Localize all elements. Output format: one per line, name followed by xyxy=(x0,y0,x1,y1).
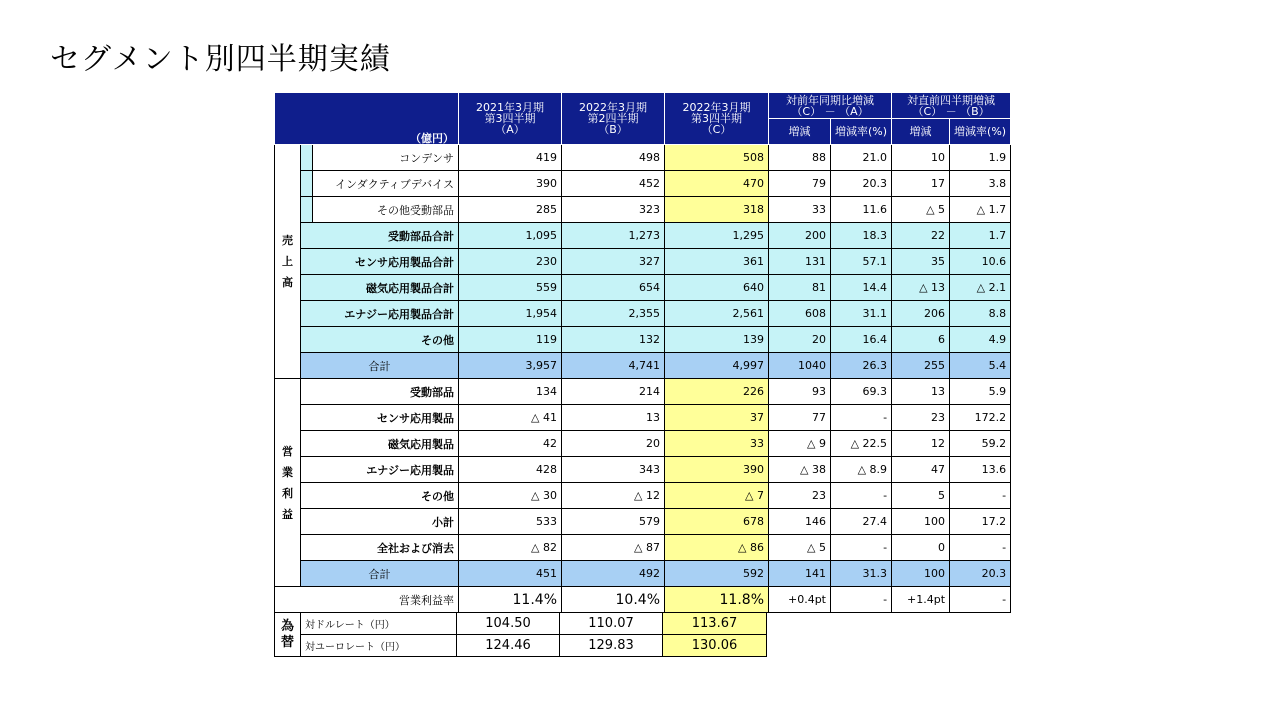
value-r1: 31.1 xyxy=(831,301,892,327)
value-a: 230 xyxy=(459,249,562,275)
op-row xyxy=(275,431,1011,457)
sales-subtotal-row xyxy=(275,249,1011,275)
sales-subtotal-row xyxy=(275,275,1011,301)
value-b: △ 12 xyxy=(562,483,665,509)
value-c: △ 7 xyxy=(665,483,769,509)
value-b: 2,355 xyxy=(562,301,665,327)
value-b: 343 xyxy=(562,457,665,483)
op-row xyxy=(275,483,1011,509)
qoq-rate-header: 増減率(%) xyxy=(950,119,1011,145)
value-d2: 100 xyxy=(892,509,950,535)
value-b: 323 xyxy=(562,197,665,223)
value-c: 318 xyxy=(665,197,769,223)
value-r2: 172.2 xyxy=(950,405,1011,431)
value-r2: 13.6 xyxy=(950,457,1011,483)
yoy-header: 対前年同期比増減 （C） － （A） xyxy=(769,93,892,119)
value-b: 498 xyxy=(562,145,665,171)
row-label: 合計 xyxy=(301,561,459,587)
value-r1: 20.3 xyxy=(831,171,892,197)
sales-subtotal-row xyxy=(275,223,1011,249)
value-r1: - xyxy=(831,587,892,613)
fx-value-a: 104.50 xyxy=(457,613,560,635)
fx-section-label: 為替 xyxy=(275,613,301,657)
value-d1: △ 5 xyxy=(769,535,831,561)
row-label: 受動部品 xyxy=(301,379,459,405)
value-a: △ 30 xyxy=(459,483,562,509)
column-header-b: 2022年3月期 第2四半期 （B） xyxy=(562,93,665,145)
value-b: 1,273 xyxy=(562,223,665,249)
value-d1: 81 xyxy=(769,275,831,301)
value-c: 2,561 xyxy=(665,301,769,327)
value-a: 390 xyxy=(459,171,562,197)
qoq-diff-header: 増減 xyxy=(892,119,950,145)
row-label: コンデンサ xyxy=(313,145,459,171)
value-d2: 5 xyxy=(892,483,950,509)
indent-cell xyxy=(301,145,313,171)
value-a: △ 41 xyxy=(459,405,562,431)
row-label: センサ応用製品 xyxy=(301,405,459,431)
op-row xyxy=(275,509,1011,535)
value-a: 419 xyxy=(459,145,562,171)
value-d1: 77 xyxy=(769,405,831,431)
value-d1: 33 xyxy=(769,197,831,223)
fx-value-b: 129.83 xyxy=(560,635,663,657)
value-a: 134 xyxy=(459,379,562,405)
value-r1: 18.3 xyxy=(831,223,892,249)
value-r2: 5.9 xyxy=(950,379,1011,405)
value-r1: 69.3 xyxy=(831,379,892,405)
fx-row-label: 対ユーロレート（円） xyxy=(301,635,457,657)
value-b: 452 xyxy=(562,171,665,197)
header-row-1 xyxy=(275,93,1011,119)
value-d1: 79 xyxy=(769,171,831,197)
value-b: 579 xyxy=(562,509,665,535)
value-b: 214 xyxy=(562,379,665,405)
value-r2: 8.8 xyxy=(950,301,1011,327)
value-d2: 100 xyxy=(892,561,950,587)
row-label: 受動部品合計 xyxy=(301,223,459,249)
op-row xyxy=(275,379,1011,405)
value-c: 361 xyxy=(665,249,769,275)
value-r2: 3.8 xyxy=(950,171,1011,197)
row-label: センサ応用製品合計 xyxy=(301,249,459,275)
qoq-header: 対直前四半期増減 （C） － （B） xyxy=(892,93,1011,119)
value-c: 640 xyxy=(665,275,769,301)
value-r1: 26.3 xyxy=(831,353,892,379)
value-c: △ 86 xyxy=(665,535,769,561)
value-d2: 47 xyxy=(892,457,950,483)
value-d1: 88 xyxy=(769,145,831,171)
row-label: 営業利益率 xyxy=(275,587,459,613)
value-b: 10.4% xyxy=(562,587,665,613)
value-d2: 13 xyxy=(892,379,950,405)
value-b: 20 xyxy=(562,431,665,457)
value-d2: 22 xyxy=(892,223,950,249)
op-row xyxy=(275,405,1011,431)
value-a: 42 xyxy=(459,431,562,457)
value-r2: - xyxy=(950,535,1011,561)
value-c: 4,997 xyxy=(665,353,769,379)
value-r2: 1.9 xyxy=(950,145,1011,171)
value-r1: - xyxy=(831,535,892,561)
value-r1: △ 8.9 xyxy=(831,457,892,483)
value-r2: - xyxy=(950,587,1011,613)
row-label: その他 xyxy=(301,327,459,353)
value-c: 1,295 xyxy=(665,223,769,249)
value-r2: △ 1.7 xyxy=(950,197,1011,223)
value-d2: 17 xyxy=(892,171,950,197)
value-c: 226 xyxy=(665,379,769,405)
margin-row xyxy=(275,587,1011,613)
value-d2: +1.4pt xyxy=(892,587,950,613)
op-row xyxy=(275,457,1011,483)
value-b: 327 xyxy=(562,249,665,275)
value-r1: - xyxy=(831,405,892,431)
value-d2: △ 5 xyxy=(892,197,950,223)
sales-section-label: 売上高 xyxy=(275,145,301,379)
sales-subtotal-row xyxy=(275,301,1011,327)
column-header-c: 2022年3月期 第3四半期 （C） xyxy=(665,93,769,145)
value-a: 533 xyxy=(459,509,562,535)
value-c: 139 xyxy=(665,327,769,353)
value-d1: 23 xyxy=(769,483,831,509)
value-c: 390 xyxy=(665,457,769,483)
value-d1: +0.4pt xyxy=(769,587,831,613)
op-total-row xyxy=(275,561,1011,587)
indent-cell xyxy=(301,171,313,197)
value-r1: 31.3 xyxy=(831,561,892,587)
value-c: 33 xyxy=(665,431,769,457)
row-label: 磁気応用製品合計 xyxy=(301,275,459,301)
value-a: 451 xyxy=(459,561,562,587)
value-b: 13 xyxy=(562,405,665,431)
sales-row xyxy=(275,145,1011,171)
value-d2: 206 xyxy=(892,301,950,327)
value-a: 559 xyxy=(459,275,562,301)
value-r2: 1.7 xyxy=(950,223,1011,249)
value-a: 428 xyxy=(459,457,562,483)
value-a: 1,095 xyxy=(459,223,562,249)
row-label: その他受動部品 xyxy=(313,197,459,223)
value-d1: 93 xyxy=(769,379,831,405)
value-c: 37 xyxy=(665,405,769,431)
sales-row xyxy=(275,171,1011,197)
value-b: 654 xyxy=(562,275,665,301)
fx-value-c: 130.06 xyxy=(663,635,767,657)
value-r1: 11.6 xyxy=(831,197,892,223)
value-r2: △ 2.1 xyxy=(950,275,1011,301)
value-r1: - xyxy=(831,483,892,509)
value-a: 1,954 xyxy=(459,301,562,327)
row-label: その他 xyxy=(301,483,459,509)
row-label: 磁気応用製品 xyxy=(301,431,459,457)
value-b: 132 xyxy=(562,327,665,353)
row-label: 合計 xyxy=(301,353,459,379)
value-d1: 131 xyxy=(769,249,831,275)
sales-row xyxy=(275,197,1011,223)
value-a: △ 82 xyxy=(459,535,562,561)
value-c: 470 xyxy=(665,171,769,197)
value-d1: 608 xyxy=(769,301,831,327)
value-r1: 16.4 xyxy=(831,327,892,353)
row-label: エナジー応用製品合計 xyxy=(301,301,459,327)
column-header-a: 2021年3月期 第3四半期 （A） xyxy=(459,93,562,145)
value-r2: - xyxy=(950,483,1011,509)
value-c: 592 xyxy=(665,561,769,587)
value-d1: △ 38 xyxy=(769,457,831,483)
value-d2: 255 xyxy=(892,353,950,379)
exchange-rate-table xyxy=(274,612,767,657)
value-d1: 146 xyxy=(769,509,831,535)
op-row xyxy=(275,535,1011,561)
row-label: インダクティブデバイス xyxy=(313,171,459,197)
value-c: 678 xyxy=(665,509,769,535)
value-d1: 141 xyxy=(769,561,831,587)
value-c: 508 xyxy=(665,145,769,171)
row-label: 小計 xyxy=(301,509,459,535)
fx-row xyxy=(275,635,767,657)
value-d1: 1040 xyxy=(769,353,831,379)
value-d2: 23 xyxy=(892,405,950,431)
value-a: 11.4% xyxy=(459,587,562,613)
value-d1: △ 9 xyxy=(769,431,831,457)
value-b: 4,741 xyxy=(562,353,665,379)
value-d2: 12 xyxy=(892,431,950,457)
value-b: △ 87 xyxy=(562,535,665,561)
value-d2: 6 xyxy=(892,327,950,353)
value-r2: 59.2 xyxy=(950,431,1011,457)
row-label: 全社および消去 xyxy=(301,535,459,561)
value-c: 11.8% xyxy=(665,587,769,613)
value-d2: △ 13 xyxy=(892,275,950,301)
value-r1: 14.4 xyxy=(831,275,892,301)
page-title: セグメント別四半期実績 xyxy=(50,42,391,77)
value-d1: 20 xyxy=(769,327,831,353)
fx-row xyxy=(275,613,767,635)
value-a: 3,957 xyxy=(459,353,562,379)
fx-row-label: 対ドルレート（円） xyxy=(301,613,457,635)
value-r2: 20.3 xyxy=(950,561,1011,587)
value-r1: △ 22.5 xyxy=(831,431,892,457)
value-d2: 10 xyxy=(892,145,950,171)
value-b: 492 xyxy=(562,561,665,587)
fx-value-a: 124.46 xyxy=(457,635,560,657)
value-r2: 4.9 xyxy=(950,327,1011,353)
value-d2: 35 xyxy=(892,249,950,275)
indent-cell xyxy=(301,197,313,223)
row-label: エナジー応用製品 xyxy=(301,457,459,483)
sales-subtotal-row xyxy=(275,327,1011,353)
fx-value-c: 113.67 xyxy=(663,613,767,635)
segment-results-table xyxy=(274,92,1011,613)
value-a: 119 xyxy=(459,327,562,353)
yoy-rate-header: 増減率(%) xyxy=(831,119,892,145)
value-a: 285 xyxy=(459,197,562,223)
value-r2: 10.6 xyxy=(950,249,1011,275)
value-r2: 17.2 xyxy=(950,509,1011,535)
value-d1: 200 xyxy=(769,223,831,249)
value-r1: 21.0 xyxy=(831,145,892,171)
unit-label: （億円） xyxy=(275,93,459,145)
value-r1: 57.1 xyxy=(831,249,892,275)
value-r2: 5.4 xyxy=(950,353,1011,379)
value-r1: 27.4 xyxy=(831,509,892,535)
sales-total-row xyxy=(275,353,1011,379)
fx-value-b: 110.07 xyxy=(560,613,663,635)
yoy-diff-header: 増減 xyxy=(769,119,831,145)
op-section-label: 営業利益 xyxy=(275,379,301,587)
value-d2: 0 xyxy=(892,535,950,561)
